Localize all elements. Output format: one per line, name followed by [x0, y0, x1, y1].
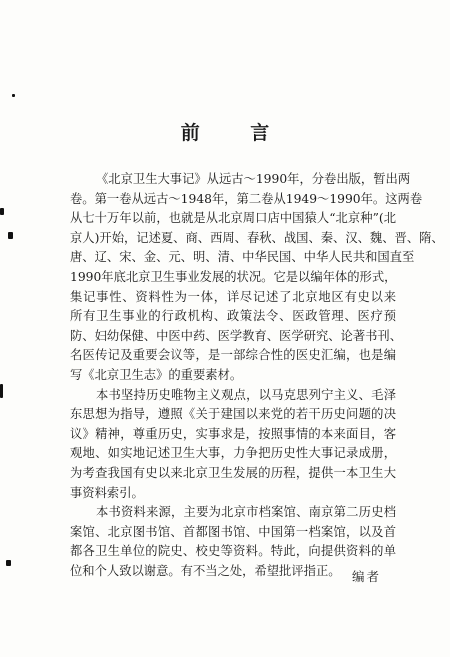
text-line: 位和个人致以谢意。有不当之处，希望批评指正。	[70, 563, 341, 578]
text-line: 从七十万年以前，也就是从北京周口店中国猿人“北京种”(北	[70, 211, 396, 226]
text-line: 观地、如实地记述卫生大事，力争把历史性大事记录成册，	[70, 446, 396, 461]
text-line: 集记事性、资料性为一体，详尽记述了北京地区有史以来	[70, 289, 396, 304]
text-line: 名医传记及重要会议等，是一部综合性的医史汇编，也是编	[70, 348, 396, 363]
text-line: 本书坚持历史唯物主义观点，以马克思列宁主义、毛泽	[96, 387, 396, 402]
scan-speck	[8, 232, 13, 239]
text-line: 本书资料来源，主要为北京市档案馆、南京第二历史档	[96, 505, 396, 520]
scan-speck	[12, 94, 15, 97]
signature: 编者	[352, 569, 382, 584]
text-line: 《北京卫生大事记》从远古～1990年，分卷出版，暂出两	[96, 172, 411, 186]
page-title: 前 言	[180, 122, 292, 144]
text-line: 为考查我国有史以来北京卫生发展的历程，提供一本卫生大	[70, 465, 396, 480]
scan-speck	[6, 560, 11, 566]
text-line: 1990年底北京卫生事业发展的状况。它是以编年体的形式，	[70, 269, 397, 284]
text-line: 东思想为指导，遵照《关于建国以来党的若干历史问题的决	[70, 407, 396, 422]
text-line: 案馆、北京图书馆、首都图书馆、中国第一档案馆，以及首	[70, 524, 396, 539]
text-line: 卷。第一卷从远古～1948年，第二卷从1949～1990年。这两卷	[70, 191, 423, 206]
text-line: 议》精神，尊重历史，实事求是，按照事情的本来面目，客	[70, 426, 396, 441]
text-line: 都各卫生单位的院史、校史等资料。特此，向提供资料的单	[70, 544, 396, 559]
preface-body	[70, 170, 444, 581]
text-line: 事资料索引。	[70, 485, 144, 500]
text-line: 防、妇幼保健、中医中药、医学教育、医学研究、论著书刊、	[70, 328, 403, 343]
scan-speck	[0, 208, 4, 215]
text-line: 唐、辽、宋、金、元、明、清、中华民国、中华人民共和国直至	[70, 250, 415, 265]
scan-speck	[0, 384, 3, 398]
text-line: 京人)开始，记述夏、商、西周、春秋、战国、秦、汉、魏、晋、隋、	[70, 230, 444, 245]
text-line: 所有卫生事业的行政机构、政策法令、医政管理、医疗预	[70, 309, 396, 324]
text-line: 写《北京卫生志》的重要素材。	[70, 367, 243, 382]
